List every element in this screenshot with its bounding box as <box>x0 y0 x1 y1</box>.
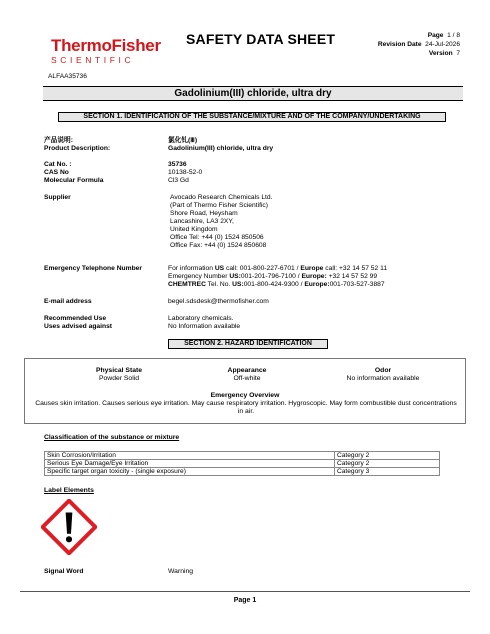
product-name-banner: Gadolinium(III) chloride, ultra dry <box>43 86 463 101</box>
hazard-category-cell: Category 2 <box>335 452 440 460</box>
formula-label: Molecular Formula <box>44 177 104 184</box>
cat-no-value: 35736 <box>168 161 187 168</box>
emergency-us: US: <box>232 281 244 288</box>
emergency-europe: Europe: <box>304 281 330 288</box>
odor-value: No information available <box>346 375 420 382</box>
hazard-class-cell: Specific target organ toxicity - (single exposure) <box>45 468 335 476</box>
product-description-value: Gadolinium(III) chloride, ultra dry <box>168 145 274 152</box>
supplier-line: Shore Road, Heysham <box>170 210 238 217</box>
emergency-phone-label: Emergency Telephone Number <box>44 265 142 272</box>
emergency-line-2 <box>168 273 488 281</box>
cn-label: 产品说明: <box>44 137 73 144</box>
page-footer: Page 1 <box>233 597 257 604</box>
supplier-label: Supplier <box>44 194 71 201</box>
table-row <box>45 468 440 476</box>
email-value: begel.sdsdesk@thermofisher.com <box>168 298 269 305</box>
hazard-class-cell: Skin Corrosion/Irritation <box>45 452 335 460</box>
emergency-text: call: 001-800-227-6701 / <box>224 265 301 272</box>
emergency-text: 001-201-796-7100 / <box>240 273 302 280</box>
supplier-address <box>170 194 490 250</box>
signal-word-label: Signal Word <box>44 568 84 575</box>
cas-label: CAS No <box>44 169 69 176</box>
cn-value: 氯化钆(Ⅲ) <box>168 137 198 144</box>
label-elements-heading: Label Elements <box>44 487 94 494</box>
hazard-class-cell: Serious Eye Damage/Eye Irritation <box>45 460 335 468</box>
emergency-text: 001-703-527-3887 <box>329 281 385 288</box>
emergency-text: Emergency Number <box>168 273 230 280</box>
section-1-heading: SECTION 1. IDENTIFICATION OF THE SUBSTANCE/MIXTURE AND OF THE COMPANY/UNDERTAKING <box>58 112 446 122</box>
emergency-europe: Europe <box>300 265 324 272</box>
table-row <box>45 452 440 460</box>
physical-state-value: Powder Solid <box>98 375 140 382</box>
hazard-category-cell: Category 3 <box>335 468 440 476</box>
footer-divider <box>20 591 470 592</box>
emergency-line-3 <box>168 281 488 289</box>
formula-value: Cl3 Gd <box>168 177 189 184</box>
emergency-line-1 <box>168 265 488 273</box>
supplier-line: Office Tel: +44 (0) 1524 850506 <box>170 234 264 241</box>
emergency-chemtrec: CHEMTREC <box>168 281 206 288</box>
odor-col <box>313 367 453 383</box>
supplier-line: Avocado Research Chemicals Ltd. <box>170 194 273 201</box>
product-description-label: Product Description: <box>44 145 111 152</box>
emergency-us: US: <box>229 273 241 280</box>
emergency-text: 001-800-424-9300 / <box>243 281 305 288</box>
version-value: 7 <box>456 50 460 57</box>
section-2-heading: SECTION 2. HAZARD IDENTIFICATION <box>168 339 328 349</box>
emergency-text: call: +32 14 57 52 11 <box>323 265 388 272</box>
page-value: 1 / 8 <box>447 32 460 39</box>
signal-word-value: Warning <box>168 568 194 575</box>
product-code: ALFAA35736 <box>48 73 87 80</box>
supplier-line: Office Fax: +44 (0) 1524 850608 <box>170 242 267 249</box>
odor-label: Odor <box>374 367 392 374</box>
uses-advised-against-value: No Information available <box>168 323 241 330</box>
document-meta <box>378 31 460 58</box>
thermo-fisher-logo <box>51 37 161 66</box>
recommended-use-value: Laboratory chemicals. <box>168 315 234 322</box>
emergency-us: US <box>214 265 225 272</box>
physical-state-col <box>49 367 189 383</box>
emergency-text: +32 14 57 52 99 <box>326 273 378 280</box>
emergency-phone-values <box>168 265 488 289</box>
emergency-overview-label: Emergency Overview <box>210 392 280 399</box>
email-label: E-mail address <box>44 298 92 305</box>
classification-heading: Classification of the substance or mixture <box>44 434 180 441</box>
revision-value: 24-Jul-2026 <box>425 41 460 48</box>
appearance-value: Off-white <box>233 375 261 382</box>
logo-sub-text: SCIENTIFIC <box>51 55 135 65</box>
page-label: Page <box>427 32 444 39</box>
version-label: Version <box>428 50 453 57</box>
appearance-label: Appearance <box>227 367 267 374</box>
cas-value: 10138-52-0 <box>168 169 203 176</box>
emergency-text: Tel. No. <box>205 281 233 288</box>
physical-state-label: Physical State <box>95 367 143 374</box>
exclamation-mark-pictogram-icon <box>41 499 97 555</box>
hazard-summary-box <box>24 358 466 424</box>
cat-no-label: Cat No. : <box>44 161 72 168</box>
emergency-europe: Europe: <box>301 273 327 280</box>
appearance-col <box>177 367 317 383</box>
uses-advised-against-label: Uses advised against <box>44 323 113 330</box>
logo-main-text: ThermoFisher <box>51 36 161 55</box>
hazard-category-cell: Category 2 <box>335 460 440 468</box>
supplier-line: (Part of Thermo Fisher Scientific) <box>170 202 268 209</box>
revision-label: Revision Date <box>377 41 422 48</box>
supplier-line: United Kingdom <box>170 226 218 233</box>
classification-table <box>44 451 440 476</box>
document-title: SAFETY DATA SHEET <box>186 31 336 47</box>
emergency-text: For information <box>168 265 215 272</box>
emergency-overview-text: Causes skin irritation. Causes serious eye irritation. May cause respiratory irritation. Hygroscopic. May form combustible dust concentrations in air. <box>35 400 457 415</box>
recommended-use-label: Recommended Use <box>44 315 107 322</box>
table-row <box>45 460 440 468</box>
supplier-line: Lancashire, LA3 2XY, <box>170 218 234 225</box>
